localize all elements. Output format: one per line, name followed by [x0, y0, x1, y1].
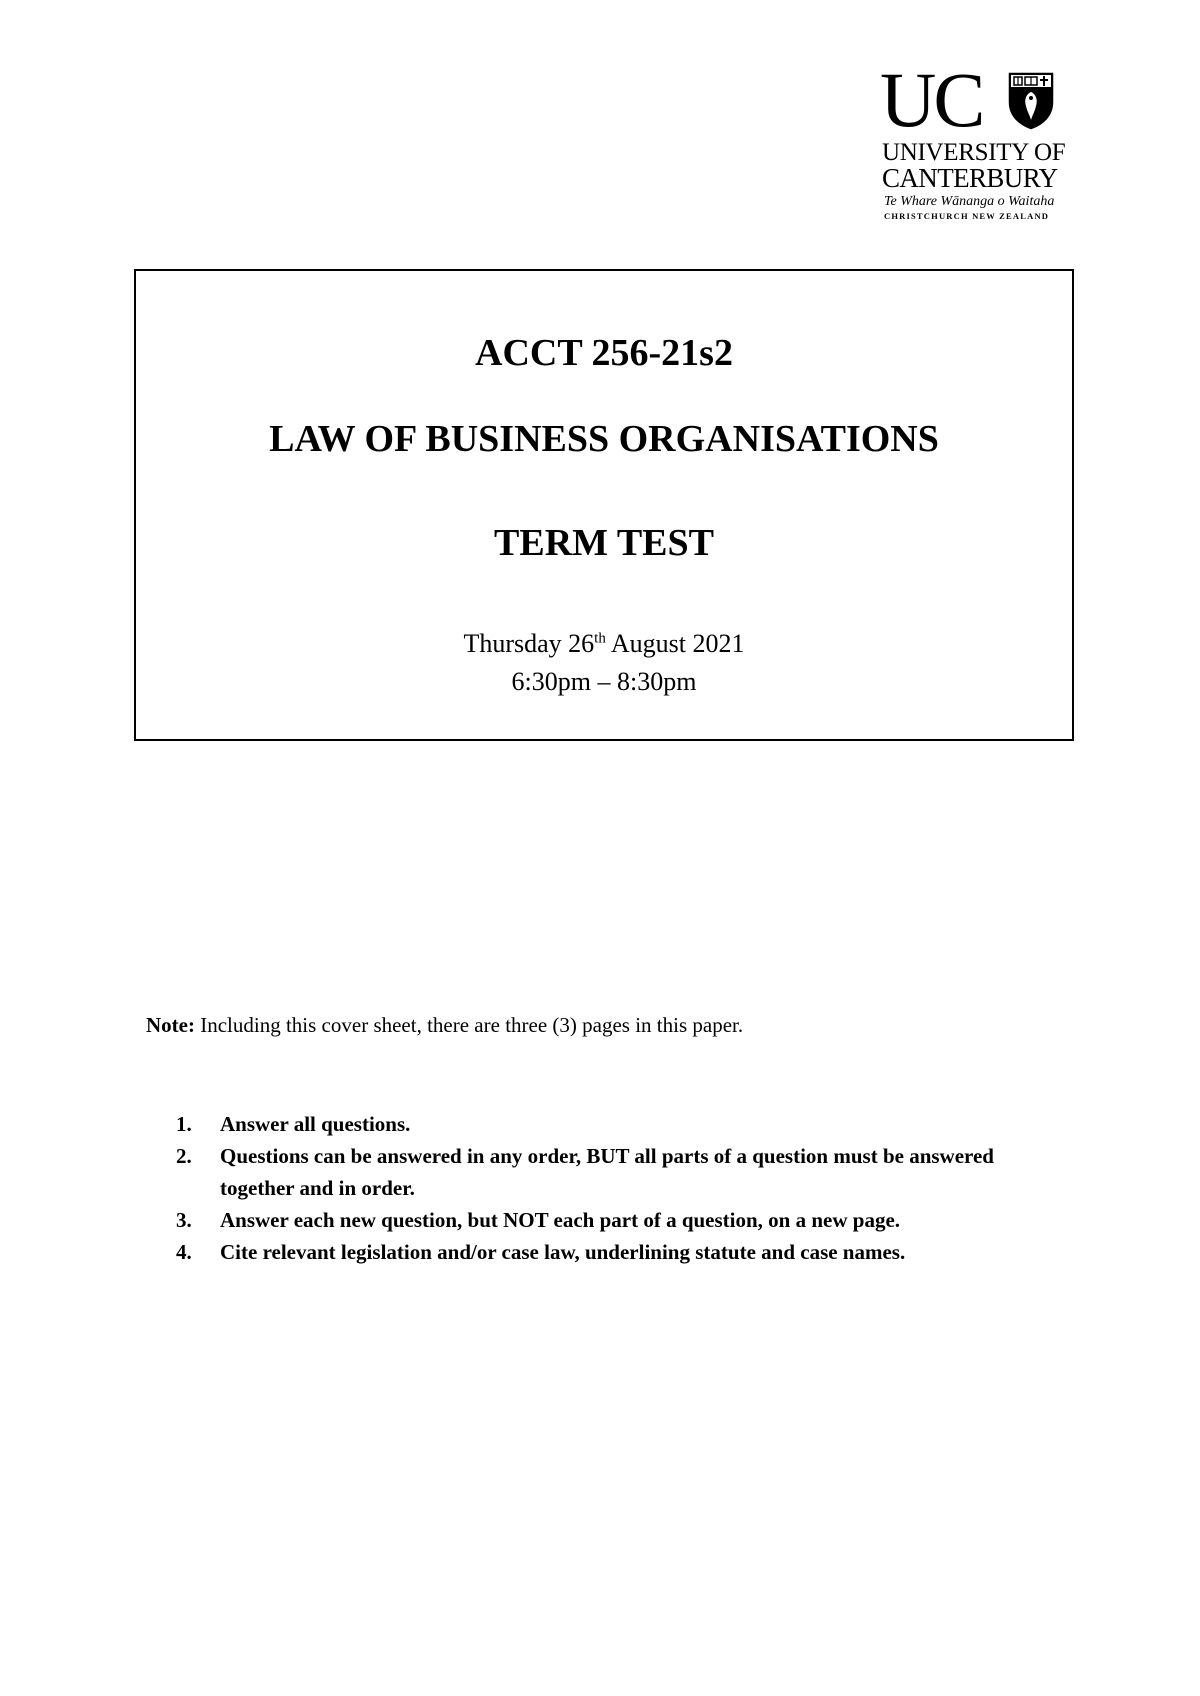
test-date-ordinal: th: [594, 630, 606, 647]
instruction-item: [176, 1236, 1056, 1268]
logo-city: CHRISTCHURCH NEW ZEALAND: [884, 211, 1050, 221]
course-code: ACCT 256-21s2: [475, 332, 733, 374]
test-date: [136, 629, 1072, 659]
logo-letters: UC: [880, 56, 983, 143]
test-time: 6:30pm – 8:30pm: [511, 667, 697, 696]
test-date-month-year: August 2021: [605, 629, 745, 658]
instruction-text: Answer each new question, but NOT each part of a question, on a new page.: [220, 1208, 901, 1232]
instruction-text: Questions can be answered in any order, BUT all parts of a question must be answered together and in order.: [220, 1144, 994, 1200]
instructions-list: [176, 1108, 1056, 1268]
logo-canterbury: CANTERBURY: [882, 163, 1058, 193]
logo-uc-row: [880, 56, 983, 143]
instruction-number: 3.: [176, 1208, 192, 1232]
instruction-item: [176, 1108, 1056, 1140]
instruction-text: Answer all questions.: [220, 1112, 411, 1136]
instruction-text: Cite relevant legislation and/or case law, underlining statute and case names.: [220, 1240, 906, 1264]
university-logo: [880, 56, 1070, 221]
instruction-item: [176, 1204, 1056, 1236]
note-text: Including this cover sheet, there are three (3) pages in this paper.: [194, 1013, 744, 1037]
logo-maori-name: Te Whare Wānanga o Waitaha: [884, 194, 1055, 209]
instruction-number: 1.: [176, 1112, 192, 1136]
test-title: TERM TEST: [494, 522, 714, 564]
university-crest-icon: [1008, 72, 1054, 130]
logo-university-of: UNIVERSITY OF: [882, 139, 1066, 166]
instruction-item: [176, 1140, 1056, 1204]
instruction-number: 4.: [176, 1240, 192, 1264]
instruction-number: 2.: [176, 1144, 192, 1168]
course-name: LAW OF BUSINESS ORGANISATIONS: [269, 418, 939, 460]
cover-note: [146, 1012, 743, 1038]
note-label: Note:: [146, 1013, 195, 1037]
test-date-day: Thursday 26: [463, 629, 595, 658]
cover-title-box: [134, 269, 1074, 741]
